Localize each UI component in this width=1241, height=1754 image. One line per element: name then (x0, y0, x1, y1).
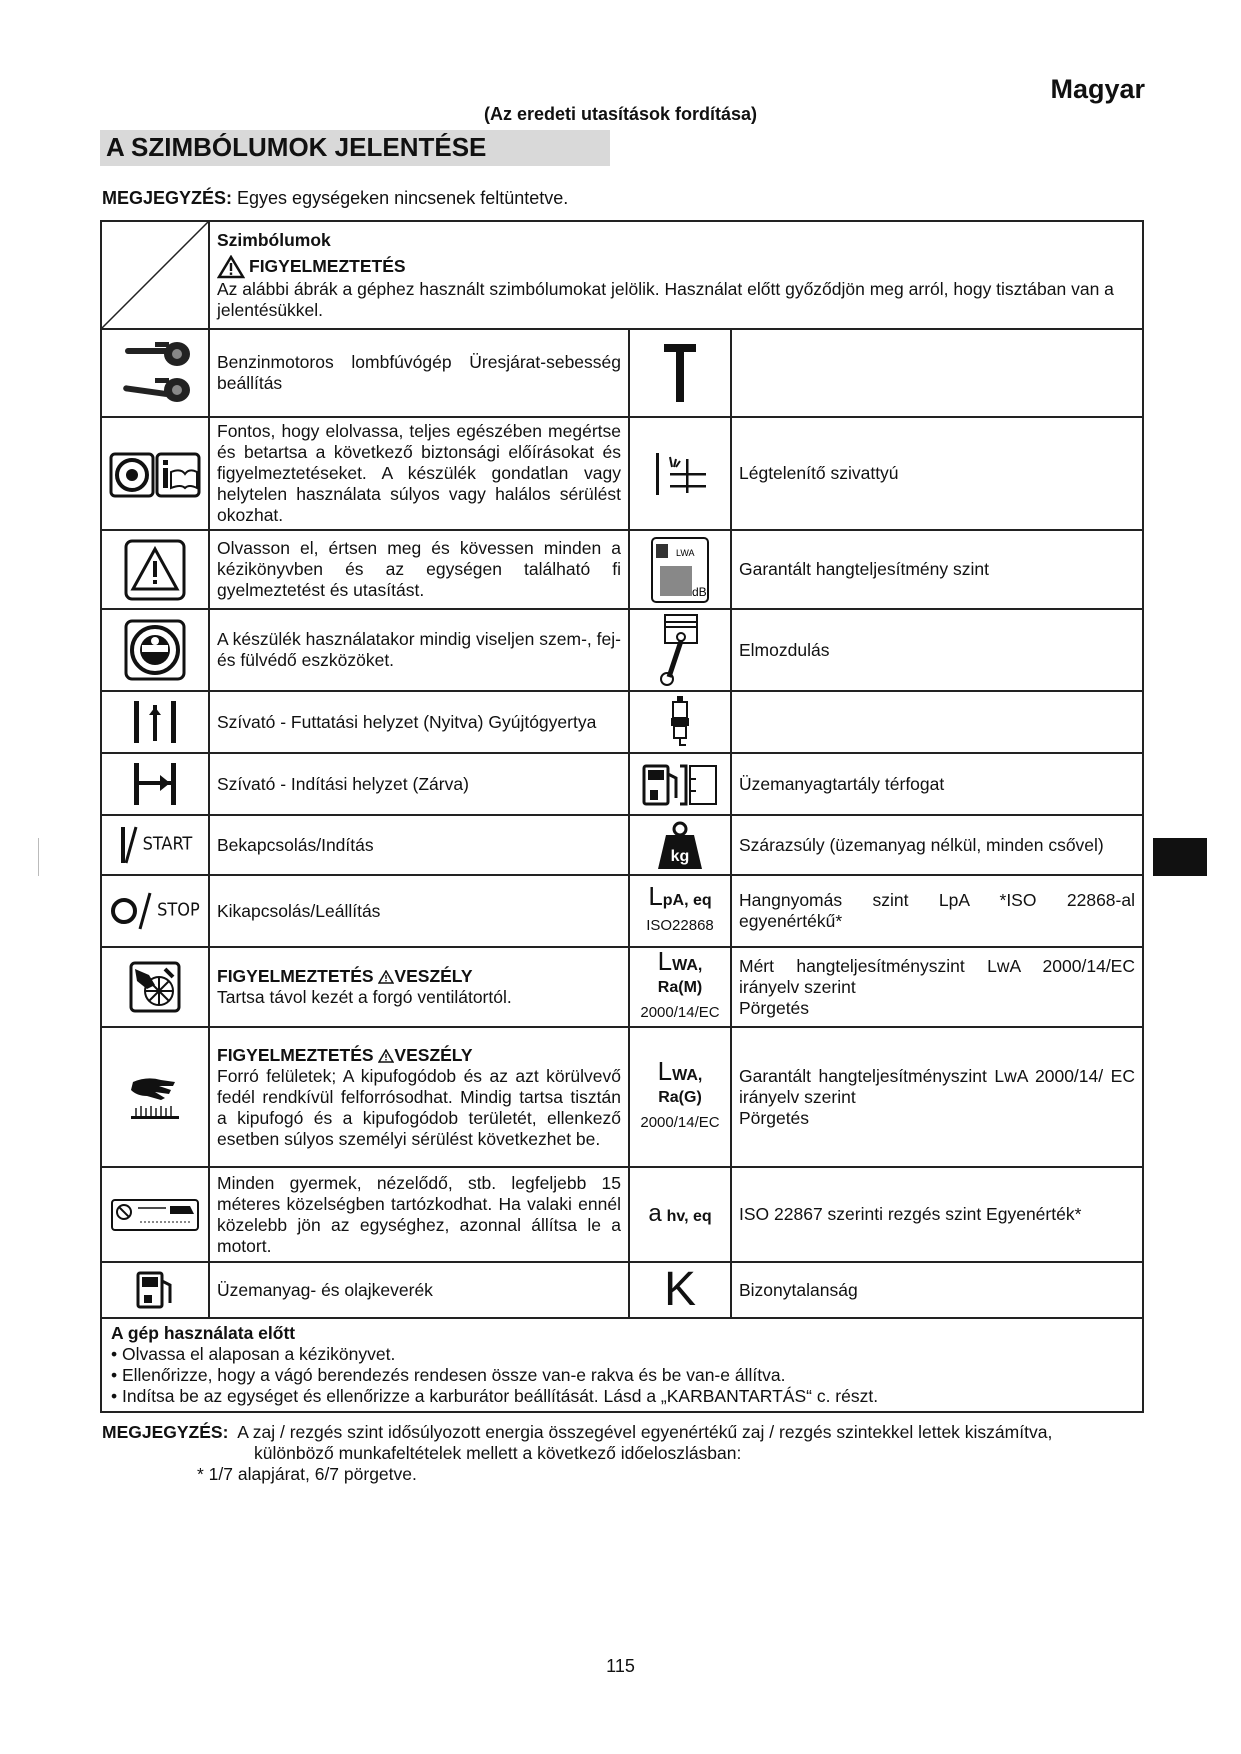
table-row (101, 609, 1143, 691)
choke-open-icon (130, 699, 180, 745)
header-warning (217, 255, 1135, 279)
bottom-note-line1: A zaj / rezgés szint idősúlyozott energia összegével egyenértékű zaj / rezgés szintekkel lettek kiszámítva, (237, 1422, 1053, 1442)
k-symbol-cell (629, 1262, 731, 1318)
table-row (101, 753, 1143, 815)
purge-text: Légtelenítő szivattyú (731, 417, 1143, 530)
off-text: Kikapcsolás/Leállítás (209, 875, 629, 947)
table-row (101, 875, 1143, 947)
stop-label: STOP (157, 899, 200, 921)
danger-triangle-icon (378, 1049, 394, 1063)
warning-icon-cell (101, 530, 209, 609)
ahv-symbol-cell (629, 1167, 731, 1262)
warning-triangle-icon (124, 539, 186, 601)
blower-icon-cell (101, 329, 209, 417)
weight-icon-cell (629, 815, 731, 875)
lwa-g-standard: 2000/14/EC (640, 1114, 720, 1131)
lwa-g-text-cell (731, 1027, 1143, 1167)
before-use-item: • Indítsa be az egységet és ellenőrizze a karburátor beállítását. Lásd a „KARBANTARTÁS“ c. részt. (111, 1386, 879, 1406)
fan-warning-cell (209, 947, 629, 1027)
table-row (101, 947, 1143, 1027)
lwa-g-subscript: WA, Ra(G) (658, 1067, 703, 1106)
choke-run-text-cell (209, 691, 629, 753)
symbols-table (100, 220, 1144, 1413)
lwa-g-symbol-cell (629, 1027, 731, 1167)
blower-text: Benzinmotoros lombfúvógép (217, 352, 452, 372)
table-header-row (101, 221, 1143, 329)
before-use-item: • Olvassa el alaposan a kézikönyvet. (111, 1344, 396, 1364)
spark-plug-icon (662, 695, 698, 749)
on-text: Bekapcsolás/Indítás (209, 815, 629, 875)
blower-text-cell (209, 329, 629, 417)
choke-run-text: Szívató - Futtatási helyzet (Nyitva) (217, 711, 484, 732)
danger-triangle-icon (378, 970, 394, 984)
before-use-item: • Ellenőrizze, hogy a vágó berendezés rendesen össze van-e rakva és be van-e állítva. (111, 1365, 786, 1385)
table-row (101, 417, 1143, 530)
table-row (101, 530, 1143, 609)
on-switch-icon (118, 825, 138, 865)
lpa-standard: ISO22868 (646, 917, 714, 934)
hot-warning-cell (209, 1027, 629, 1167)
svg-text:kg: kg (670, 848, 690, 865)
top-note (102, 188, 568, 209)
table-row (101, 691, 1143, 753)
hot-surface-hand-icon (125, 1072, 185, 1122)
lwa-m-text: Mért hangteljesítményszint LwA 2000/14/EC irányelv szerint (739, 955, 1135, 997)
fuel-mix-text: Üzemanyag- és olajkeverék (209, 1262, 629, 1318)
dry-weight-text: Szárazsúly (üzemanyag nélkül, minden csővel) (731, 815, 1143, 875)
protection-text: A készülék használatakor mindig viseljen szem-, fej- és fülvédő eszközöket. (209, 609, 629, 691)
lwa-g-text2: Pörgetés (739, 1107, 810, 1128)
ahv-subscript: hv, eq (666, 1207, 712, 1225)
fuel-pump-icon (134, 1269, 176, 1311)
choke-closed-icon (130, 761, 180, 807)
idle-text: Üresjárat-sebesség beállítás (217, 352, 621, 393)
displacement-text: Elmozdulás (731, 609, 1143, 691)
idle-speed-t-icon (660, 340, 700, 406)
off-switch-icon (110, 891, 152, 931)
hot-text: Forró felületek; A kipufogódob és az azt körülvevő fedél rendkívül felforrósodhat. Mindig tartsa tisztán a kipufogó és a kipufogódob területét, ellenkező esetben súlyos személyi sérülést következhet be. (217, 1065, 621, 1149)
purge-icon-cell (629, 417, 731, 530)
read-all-text: Olvasson el, értsen meg és kövessen minden a kézikönyvben és az egységen található fi gyelmeztetést és utasítást. (209, 530, 629, 609)
hot-surface-icon-cell (101, 1027, 209, 1167)
read-manual-icon-cell (101, 417, 209, 530)
sound-level-icon (650, 536, 710, 604)
document-subtitle: (Az eredeti utasítások fordítása) (483, 104, 758, 124)
empty-cell (731, 691, 1143, 753)
ahv-symbol: a (648, 1199, 662, 1227)
rotating-fan-hand-icon (129, 961, 181, 1013)
warning-triangle-icon (217, 255, 245, 279)
spark-plug-icon-cell (629, 691, 731, 753)
table-row (101, 1027, 1143, 1167)
fan-text: Tartsa távol kezét a forgó ventilátortól. (217, 987, 512, 1007)
read-manual-text: Fontos, hogy elolvassa, teljes egészében megértse és betartsa a következő biztonsági előírásokat és figyelmeztetéseket. A készülék gondatlan vagy helytelen használata súlyos vagy halálos sérülést okozhat. (209, 417, 629, 530)
bottom-note-line2: különböző munkafeltételek mellett a következő időeloszlásban: (254, 1443, 742, 1463)
choke-start-icon-cell (101, 753, 209, 815)
start-icon-cell (101, 815, 209, 875)
fan-warning-label: FIGYELMEZTETÉS (217, 966, 374, 986)
lwa-m-text2: Pörgetés (739, 997, 810, 1018)
spark-plug-text: Gyújtógyertya (488, 711, 597, 732)
choke-run-icon-cell (101, 691, 209, 753)
protective-gear-icon (124, 619, 186, 681)
guaranteed-sound-icon-cell (629, 530, 731, 609)
header-corner-cell (101, 221, 209, 329)
page-number: 115 (606, 1656, 635, 1676)
lpa-symbol: L (648, 881, 663, 911)
lpa-text: Hangnyomás szint LpA *ISO 22868-al egyenértékű* (731, 875, 1143, 947)
lwa-g-text: Garantált hangteljesítményszint LwA 2000/14/ EC irányelv szerint (739, 1065, 1135, 1107)
hot-danger-label: VESZÉLY (394, 1044, 473, 1065)
read-manual-icon (109, 446, 201, 502)
distance-icon-cell (101, 1167, 209, 1262)
distance-text: Minden gyermek, nézelődő, stb. legfeljebb 15 méteres közelségben tartózkodhat. Ha valaki ennél közelebb jön az egységhez, azonnal állítsa le a motort. (209, 1167, 629, 1262)
table-row (101, 1262, 1143, 1318)
top-note-text: Egyes egységeken nincsenek feltüntetve. (232, 188, 569, 208)
idle-icon-cell (629, 329, 731, 417)
header-text-cell (209, 221, 1143, 329)
section-tab-marker (1153, 838, 1207, 876)
k-text: Bizonytalanság (731, 1262, 1143, 1318)
table-row (101, 1167, 1143, 1262)
lwa-m-symbol-cell (629, 947, 731, 1027)
lpa-subscript: pA, eq (662, 892, 712, 909)
stop-icon-cell (101, 875, 209, 947)
table-row (101, 329, 1143, 417)
lwa-g-symbol: L (657, 1056, 673, 1086)
tank-text: Üzemanyagtartály térfogat (731, 753, 1143, 815)
before-use-cell (101, 1318, 1143, 1412)
bottom-note (102, 1422, 1142, 1485)
guaranteed-sound-text: Garantált hangteljesítmény szint (731, 530, 1143, 609)
start-label: START (142, 833, 193, 855)
purge-pump-icon (650, 449, 710, 499)
lpa-symbol-cell (629, 875, 731, 947)
weight-kg-icon (656, 819, 704, 871)
header-description: Az alábbi ábrák a géphez használt szimbólumokat jelölik. Használat előtt győződjön meg arról, hogy tisztában van a jelentésükkel. (217, 278, 1114, 320)
top-note-label: MEGJEGYZÉS: (102, 188, 233, 208)
table-header-title: Szimbólumok (217, 229, 331, 250)
margin-mark (38, 838, 39, 876)
choke-start-text: Szívató - Indítási helyzet (Zárva) (209, 753, 629, 815)
svg-text:LWA: LWA (676, 547, 695, 558)
lwa-m-subscript: WA, Ra(M) (657, 957, 703, 996)
before-use-title: A gép használata előtt (111, 1323, 296, 1343)
empty-cell (731, 329, 1143, 417)
page-title: A SZIMBÓLUMOK JELENTÉSE (100, 130, 610, 166)
k-symbol: K (663, 1263, 696, 1316)
hot-warning-label: FIGYELMEZTETÉS (217, 1044, 374, 1065)
lwa-m-standard: 2000/14/EC (640, 1004, 720, 1021)
header-warning-label: FIGYELMEZTETÉS (249, 256, 406, 276)
fuel-mix-icon-cell (101, 1262, 209, 1318)
table-row (101, 815, 1143, 875)
lwa-m-text-cell (731, 947, 1143, 1027)
displacement-icon-cell (629, 609, 731, 691)
footer-row (101, 1318, 1143, 1412)
bottom-note-label: MEGJEGYZÉS: (102, 1422, 229, 1442)
fan-icon-cell (101, 947, 209, 1027)
leaf-blower-icon (115, 334, 195, 412)
svg-text:dB: dB (692, 584, 707, 599)
language-label: Magyar (1050, 74, 1145, 104)
piston-icon (655, 613, 705, 687)
keep-distance-icon (110, 1198, 200, 1232)
fuel-tank-icon (640, 760, 720, 808)
bottom-note-line3: * 1/7 alapjárat, 6/7 pörgetve. (197, 1464, 417, 1484)
fan-danger-label: VESZÉLY (394, 966, 473, 986)
ahv-text: ISO 22867 szerinti rezgés szint Egyenérték* (731, 1167, 1143, 1262)
protection-icon-cell (101, 609, 209, 691)
tank-icon-cell (629, 753, 731, 815)
lwa-m-symbol: L (657, 946, 673, 976)
